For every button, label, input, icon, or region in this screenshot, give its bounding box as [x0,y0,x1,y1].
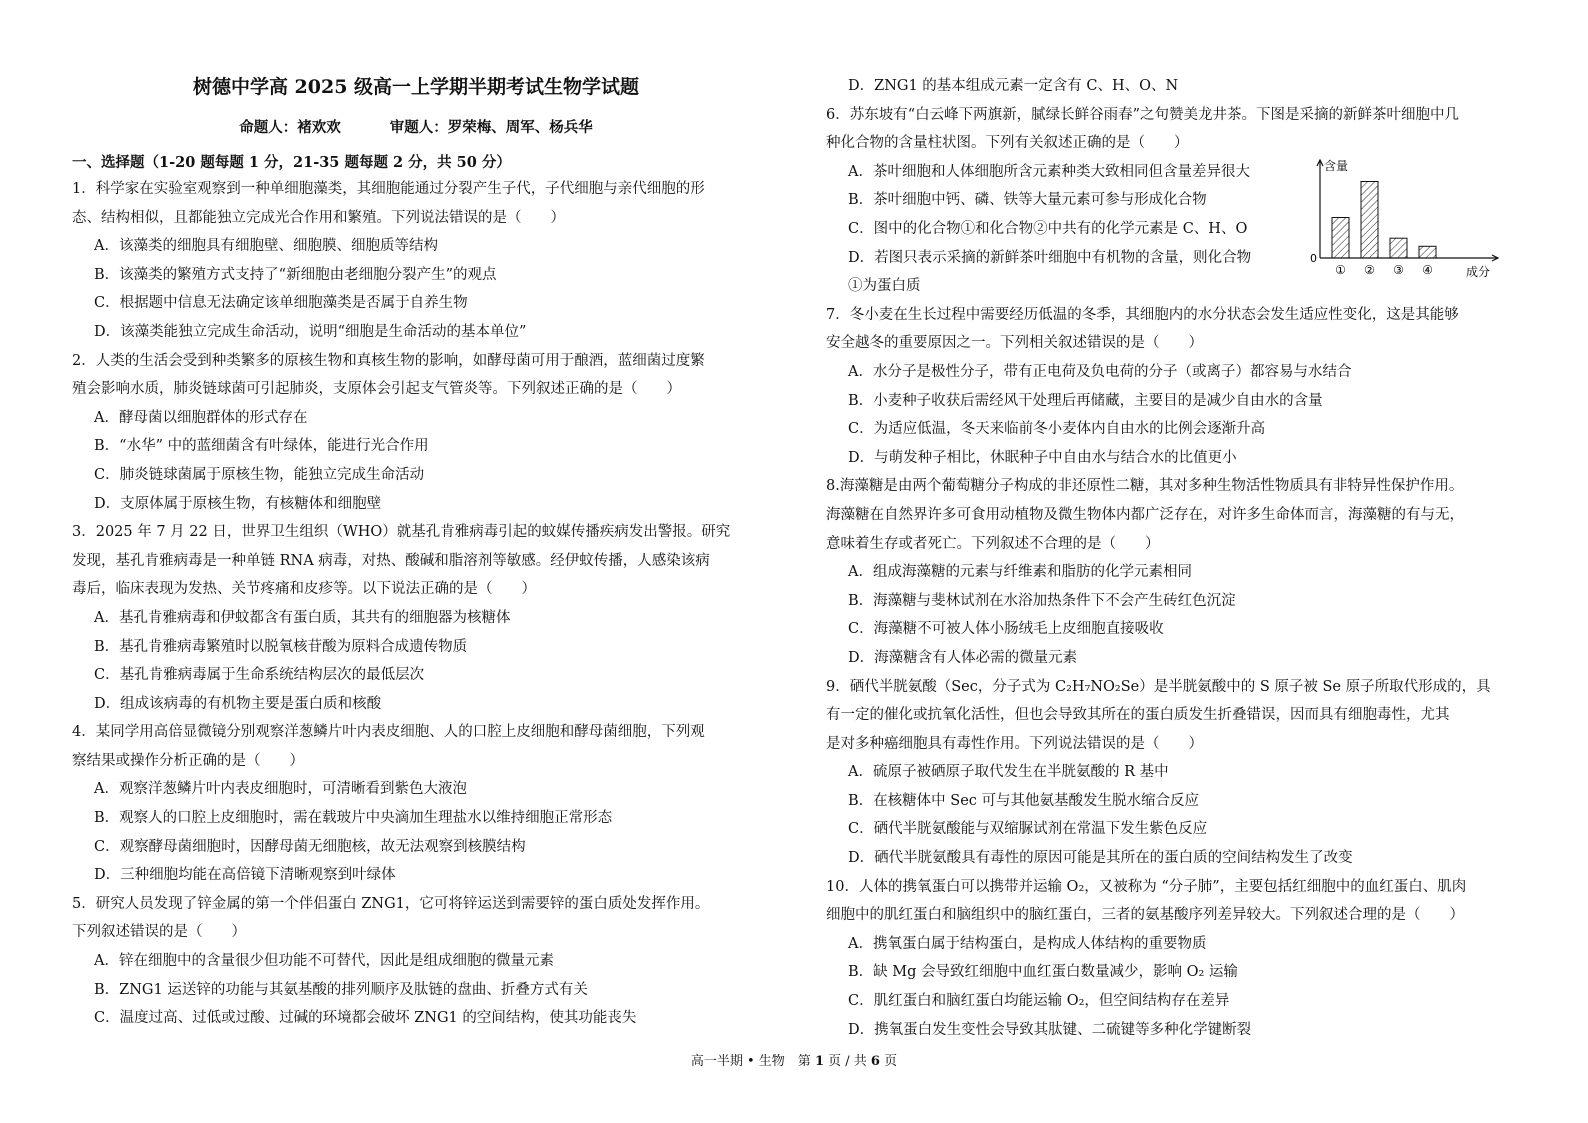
question-text-line: 2．人类的生活会受到种类繁多的原核生物和真核生物的影响，如酵母菌可用于酿酒，蓝细菌过度繁 [72,352,705,369]
bar-2 [1361,181,1378,258]
q6-bar-chart [1298,152,1513,284]
question-text-line: 3．2025 年 7 月 22 日，世界卫生组织（WHO）就基孔肯雅病毒引起的蚊媒传播疾病发出警报。研究 [72,524,731,541]
origin-label: 0 [1310,251,1317,265]
question-text-line: 意味着生存或者死亡。下列叙述不合理的是（ ） [826,535,1160,552]
answer-option: A．酵母菌以细胞群体的形式存在 [94,409,308,426]
page-footer [0,1050,1588,1069]
answer-option: D．与萌发种子相比，休眠种子中自由水与结合水的比值更小 [848,449,1237,466]
right-question-list [826,72,1520,1044]
question-text-line: 是对多种癌细胞具有毒性作用。下列说法错误的是（ ） [826,735,1203,752]
answer-option: B．基孔肯雅病毒繁殖时以脱氧核苷酸为原料合成遗传物质 [94,638,468,655]
x-tick-label: ① [1335,262,1346,277]
answer-option: D．该藻类能独立完成生命活动，说明“细胞是生命活动的基本单位” [94,323,527,340]
answer-option: B．“水华” 中的蓝细菌含有叶绿体，能进行光合作用 [94,438,429,455]
answer-option: D．若图只表示采摘的新鲜茶叶细胞中有机物的含量，则化合物 [848,249,1252,266]
question-text-line: 5．研究人员发现了锌金属的第一个伴侣蛋白 ZNG1，它可将锌运送到需要锌的蛋白质处发挥作用。 [72,895,710,912]
x-tick-label: ③ [1393,262,1404,277]
question-text-line: 察结果或操作分析正确的是（ ） [72,752,304,769]
answer-option: D．三种细胞均能在高倍镜下清晰观察到叶绿体 [94,867,396,884]
answer-option: C．肌红蛋白和脑红蛋白均能运输 O₂，但空间结构存在差异 [848,993,1230,1010]
answer-option: D．支原体属于原核生物，有核糖体和细胞壁 [94,495,382,512]
page-title: 树德中学高 2025 级高一上学期半期考试生物学试题 [192,76,640,98]
answer-option: A．硫原子被硒原子取代发生在半胱氨酸的 R 基中 [848,764,1169,781]
answer-option: A．锌在细胞中的含量很少但功能不可替代，因此是组成细胞的微量元素 [94,953,554,970]
answer-option: C．为适应低温，冬天来临前冬小麦体内自由水的比例会逐渐升高 [848,421,1266,438]
question-text-line: 殖会影响水质，肺炎链球菌可引起肺炎，支原体会引起支气管炎等。下列叙述正确的是（ ） [72,381,681,398]
bar-4 [1419,246,1436,258]
footer-mid: 页 / 共 [824,1054,871,1069]
answer-option: B．海藻糖与斐林试剂在水浴加热条件下不会产生砖红色沉淀 [848,592,1236,609]
answer-option: C．硒代半胱氨酸能与双缩脲试剂在常温下发生紫色反应 [848,821,1208,838]
answer-option: C．图中的化合物①和化合物②中共有的化学元素是 C、H、O [848,220,1248,237]
answer-option: D．硒代半胱氨酸具有毒性的原因可能是其所在的蛋白质的空间结构发生了改变 [848,850,1353,867]
question-text-line: 种化合物的含量柱状图。下列有关叙述正确的是（ ） [826,135,1189,152]
x-tick-label: ④ [1422,262,1433,277]
left-question-list [72,175,760,1033]
answer-option: A．组成海藻糖的元素与纤维素和脂肪的化学元素相同 [848,564,1192,581]
answer-option: D．ZNG1 的基本组成元素一定含有 C、H、O、N [848,78,1179,94]
answer-option: C．温度过高、过低或过酸、过碱的环境都会破坏 ZNG1 的空间结构，使其功能丧失 [94,1010,637,1027]
answer-option: C．基孔肯雅病毒属于生命系统结构层次的最低层次 [94,667,425,684]
answer-option: B．缺 Mg 会导致红细胞中血红蛋白数量减少，影响 O₂ 运输 [848,964,1238,981]
answer-option: ①为蛋白质 [848,278,921,295]
answer-option: A．观察洋葱鳞片叶内表皮细胞时，可清晰看到紫色大液泡 [94,781,467,798]
answer-option: D．海藻糖含有人体必需的微量元素 [848,649,1078,666]
answer-option: C．海藻糖不可被人体小肠绒毛上皮细胞直接吸收 [848,621,1164,638]
question-text-line: 10．人体的携氧蛋白可以携带并运输 O₂，又被称为 “分子肺”，主要包括红细胞中的血红蛋白、肌肉 [826,878,1467,895]
answer-option: A．该藻类的细胞具有细胞壁、细胞膜、细胞质等结构 [94,238,438,255]
answer-option: D．携氧蛋白发生变性会导致其肽键、二硫键等多种化学键断裂 [848,1021,1252,1038]
answer-option: A．水分子是极性分子，带有正电荷及负电荷的分子（或离子）都容易与水结合 [848,363,1352,380]
answer-option: A．茶叶细胞和人体细胞所含元素种类大致相同但含量差异很大 [848,163,1250,180]
answer-option: A．基孔肯雅病毒和伊蚊都含有蛋白质，其共有的细胞器为核糖体 [94,609,511,626]
footer-prefix: 高一半期 • 生物 第 [690,1054,815,1069]
answer-option: C．肺炎链球菌属于原核生物，能独立完成生命活动 [94,466,425,483]
section-heading: 一、选择题（1-20 题每题 1 分，21-35 题每题 2 分，共 50 分） [72,154,511,171]
question-text-line: 态、结构相似，且都能独立完成光合作用和繁殖。下列说法错误的是（ ） [72,209,565,226]
answer-option: C．根据题中信息无法确定该单细胞藻类是否属于自养生物 [94,295,468,312]
answer-option: D．组成该病毒的有机物主要是蛋白质和核酸 [94,695,382,712]
answer-option: C．观察酵母菌细胞时，因酵母菌无细胞核，故无法观察到核膜结构 [94,838,526,855]
reviewer: 审题人：罗荣梅、周军、杨兵华 [389,119,593,136]
question-text-line: 细胞中的肌红蛋白和脑组织中的脑红蛋白，三者的氨基酸序列差异较大。下列叙述合理的是（ ） [826,907,1464,924]
footer-total-pages: 6 [870,1054,880,1069]
q6-block [826,158,1520,301]
bar-1 [1332,217,1349,258]
footer-suffix: 页 [879,1054,898,1069]
bar-3 [1390,238,1407,258]
question-text-line: 发现，基孔肯雅病毒是一种单链 RNA 病毒，对热、酸碱和脂溶剂等敏感。经伊蚊传播，人感染该病 [72,552,710,569]
q6-options [826,158,1296,301]
answer-option: B．茶叶细胞中钙、磷、铁等大量元素可参与形成化合物 [848,192,1207,209]
answer-option: B．ZNG1 运送锌的功能与其氨基酸的排列顺序及肽链的盘曲、折叠方式有关 [94,981,588,998]
x-axis-label: 成分 [1466,264,1491,279]
answer-option: B．观察人的口腔上皮细胞时，需在载玻片中央滴加生理盐水以维持细胞正常形态 [94,810,613,827]
question-text-line: 海藻糖在自然界许多可食用动植物及微生物体内都广泛存在，对许多生命体而言，海藻糖的有与无， [826,506,1464,523]
setter: 命题人：褚欢欢 [239,119,341,136]
x-tick-label: ② [1364,262,1375,277]
answer-option: B．在核糖体中 Sec 可与其他氨基酸发生脱水缩合反应 [848,792,1200,809]
question-text-line: 有一定的催化或抗氧化活性，但也会导致其所在的蛋白质发生折叠错误，因而具有细胞毒性，尤其 [826,707,1450,724]
question-text-line: 4．某同学用高倍显微镜分别观察洋葱鳞片叶内表皮细胞、人的口腔上皮细胞和酵母菌细胞，下列观 [72,724,705,741]
question-text-line: 7．冬小麦在生长过程中需要经历低温的冬季，其细胞内的水分状态会发生适应性变化，这是其能够 [826,306,1459,323]
question-text-line: 下列叙述错误的是（ ） [72,924,246,941]
question-text-line: 安全越冬的重要原因之一。下列相关叙述错误的是（ ） [826,335,1203,352]
question-text-line: 9．硒代半胱氨酸（Sec，分子式为 C₂H₇NO₂Se）是半胱氨酸中的 S 原子被 Se 原子所取代形成的，具 [826,678,1491,695]
authors-line [72,116,760,137]
y-axis-label: 含量 [1324,158,1349,173]
answer-option: B．该藻类的繁殖方式支持了“新细胞由老细胞分裂产生”的观点 [94,266,497,283]
question-text-line: 8.海藻糖是由两个葡萄糖分子构成的非还原性二糖，其对多种生物活性物质具有非特异性保护作用。 [826,478,1464,495]
answer-option: B．小麦种子收获后需经风干处理后再储藏，主要目的是减少自由水的含量 [848,392,1323,409]
answer-option: A．携氧蛋白属于结构蛋白，是构成人体结构的重要物质 [848,935,1207,952]
question-text-line: 6．苏东坡有“白云峰下两旗新，腻绿长鲜谷雨春”之句赞美龙井茶。下图是采摘的新鲜茶叶细胞中几 [826,106,1460,123]
question-text-line: 1．科学家在实验室观察到一种单细胞藻类，其细胞能通过分裂产生子代，子代细胞与亲代细胞的形 [72,181,705,197]
footer-page-number: 1 [814,1054,824,1069]
question-text-line: 毒后，临床表现为发热、关节疼痛和皮疹等。以下说法正确的是（ ） [72,581,536,598]
